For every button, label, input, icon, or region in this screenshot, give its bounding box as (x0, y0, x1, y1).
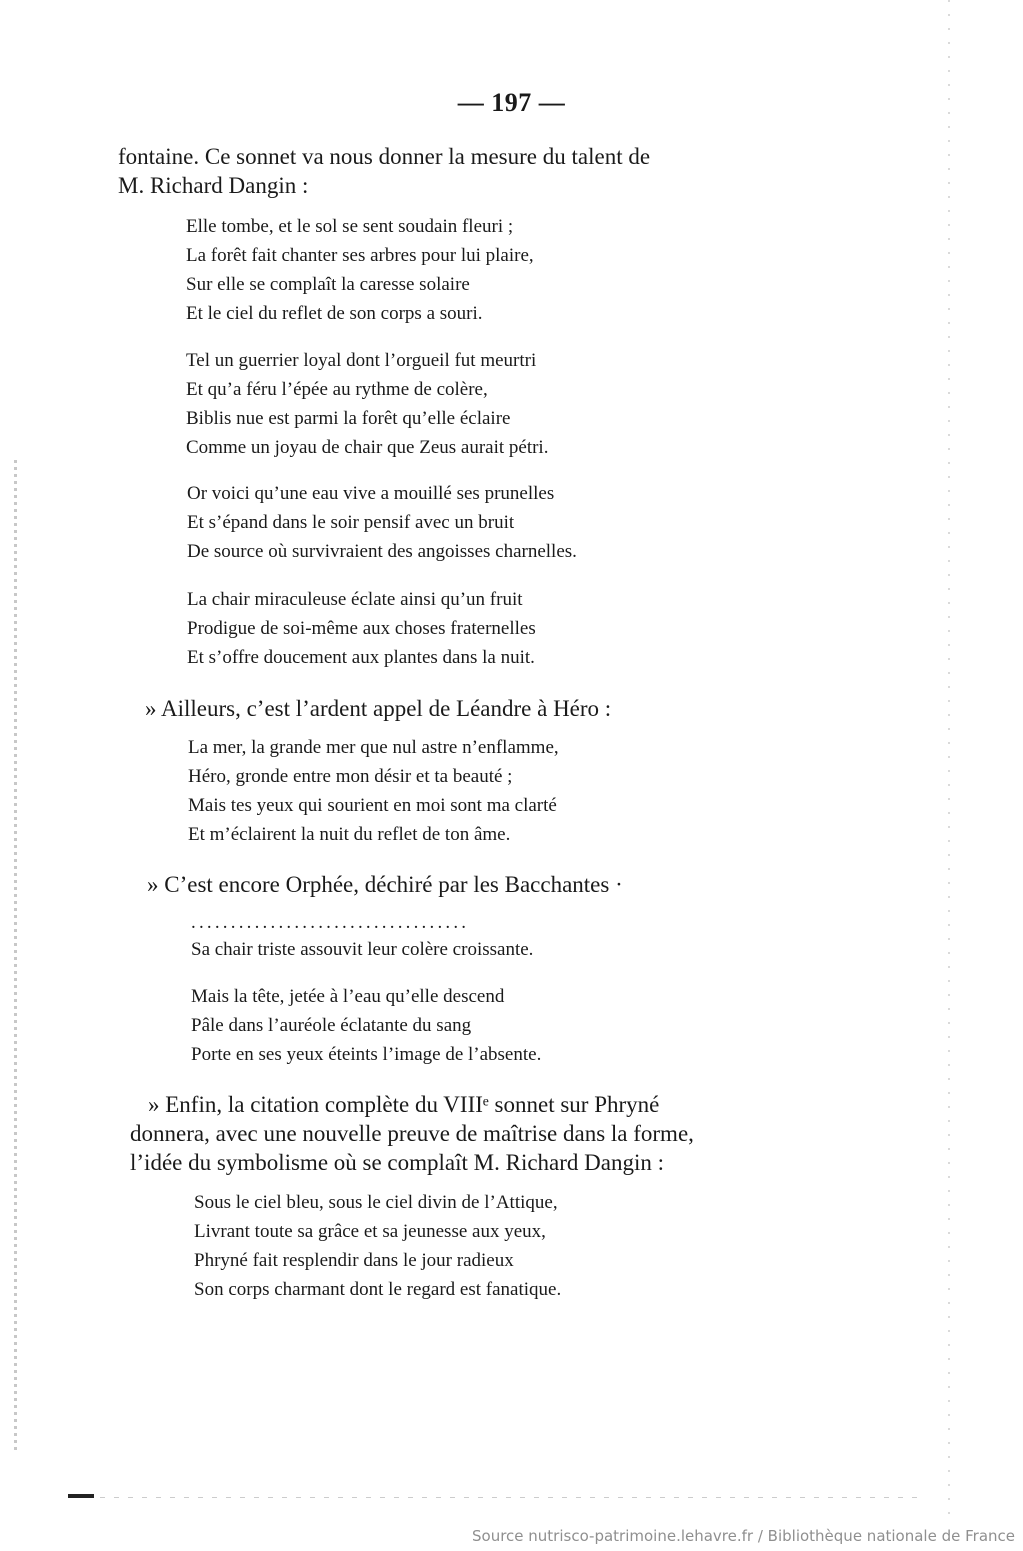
prose-line: donnera, avec une nouvelle preuve de maîtrise dans la forme, (130, 1121, 694, 1146)
verse-line: Prodigue de soi-même aux choses fraternelles (187, 618, 536, 639)
biblis-tercet-2 (187, 585, 536, 672)
page-number: — 197 — (457, 88, 566, 117)
verse-line: Héro, gronde entre mon désir et ta beauté ; (188, 766, 513, 787)
verse-line: Or voici qu’une eau vive a mouillé ses prunelles (187, 483, 555, 504)
binding-edge-mark (14, 460, 17, 1450)
verse-line: La mer, la grande mer que nul astre n’enflamme, (188, 737, 559, 758)
phryne-quatrain (194, 1188, 561, 1304)
verse-line: Tel un guerrier loyal dont l’orgueil fut meurtri (186, 350, 537, 371)
verse-line: Et m’éclairent la nuit du reflet de ton âme. (188, 824, 511, 845)
verse-line: Et qu’a féru l’épée au rythme de colère, (186, 379, 488, 400)
bottom-ink-mark (68, 1494, 94, 1498)
biblis-quatrain-1 (186, 212, 534, 328)
verse-line: De source où survivraient des angoisses charnelles. (187, 541, 577, 562)
orphee-tercet (191, 982, 541, 1069)
orphee-line (191, 935, 533, 964)
hero-quatrain (188, 733, 559, 849)
verse-line: Son corps charmant dont le regard est fanatique. (194, 1279, 562, 1300)
biblis-quatrain-2 (186, 346, 548, 462)
verse-line: Livrant toute sa grâce et sa jeunesse aux yeux, (194, 1221, 546, 1242)
verse-line: La chair miraculeuse éclate ainsi qu’un fruit (187, 589, 523, 610)
verse-line: Sous le ciel bleu, sous le ciel divin de l’Attique, (194, 1192, 558, 1213)
ailleurs-paragraph: » Ailleurs, c’est l’ardent appel de Léandre à Héro : (145, 696, 612, 721)
verse-line: Et s’offre doucement aux plantes dans la nuit. (187, 647, 535, 668)
prose-line: » Enfin, la citation complète du VIIIᵉ sonnet sur Phryné (148, 1092, 660, 1117)
verse-line: Sur elle se complaît la caresse solaire (186, 274, 470, 295)
verse-line: Mais tes yeux qui sourient en moi sont ma clarté (188, 795, 557, 816)
prose-line: l’idée du symbolisme où se complaît M. Richard Dangin : (130, 1150, 665, 1175)
verse-line: Phryné fait resplendir dans le jour radieux (194, 1250, 514, 1271)
verse-line: Mais la tête, jetée à l’eau qu’elle descend (191, 986, 505, 1007)
verse-line: Biblis nue est parmi la forêt qu’elle éclaire (186, 408, 511, 429)
verse-line: Sa chair triste assouvit leur colère croissante. (191, 939, 534, 960)
verse-line: La forêt fait chanter ses arbres pour lui plaire, (186, 245, 534, 266)
orphee-paragraph: » C’est encore Orphée, déchiré par les Bacchantes · (147, 872, 623, 897)
source-credit: Source nutrisco-patrimoine.lehavre.fr / Bibliothèque nationale de France (472, 1527, 1015, 1545)
prose-line: M. Richard Dangin : (118, 173, 309, 198)
verse-line: Comme un joyau de chair que Zeus aurait pétri. (186, 437, 549, 458)
verse-line: Elle tombe, et le sol se sent soudain fleuri ; (186, 216, 514, 237)
intro-paragraph (118, 142, 650, 200)
prose-line: fontaine. Ce sonnet va nous donner la mesure du talent de (118, 144, 651, 169)
verse-line: Et le ciel du reflet de son corps a souri. (186, 303, 483, 324)
bottom-edge-mark (100, 1497, 920, 1498)
enfin-paragraph (130, 1090, 694, 1177)
verse-line: Et s’épand dans le soir pensif avec un bruit (187, 512, 515, 533)
ellipsis-line: ................................... (191, 912, 470, 933)
verse-line: Porte en ses yeux éteints l’image de l’absente. (191, 1044, 542, 1065)
page-edge-mark (948, 0, 950, 1520)
verse-line: Pâle dans l’auréole éclatante du sang (191, 1015, 472, 1036)
biblis-tercet-1 (187, 479, 577, 566)
